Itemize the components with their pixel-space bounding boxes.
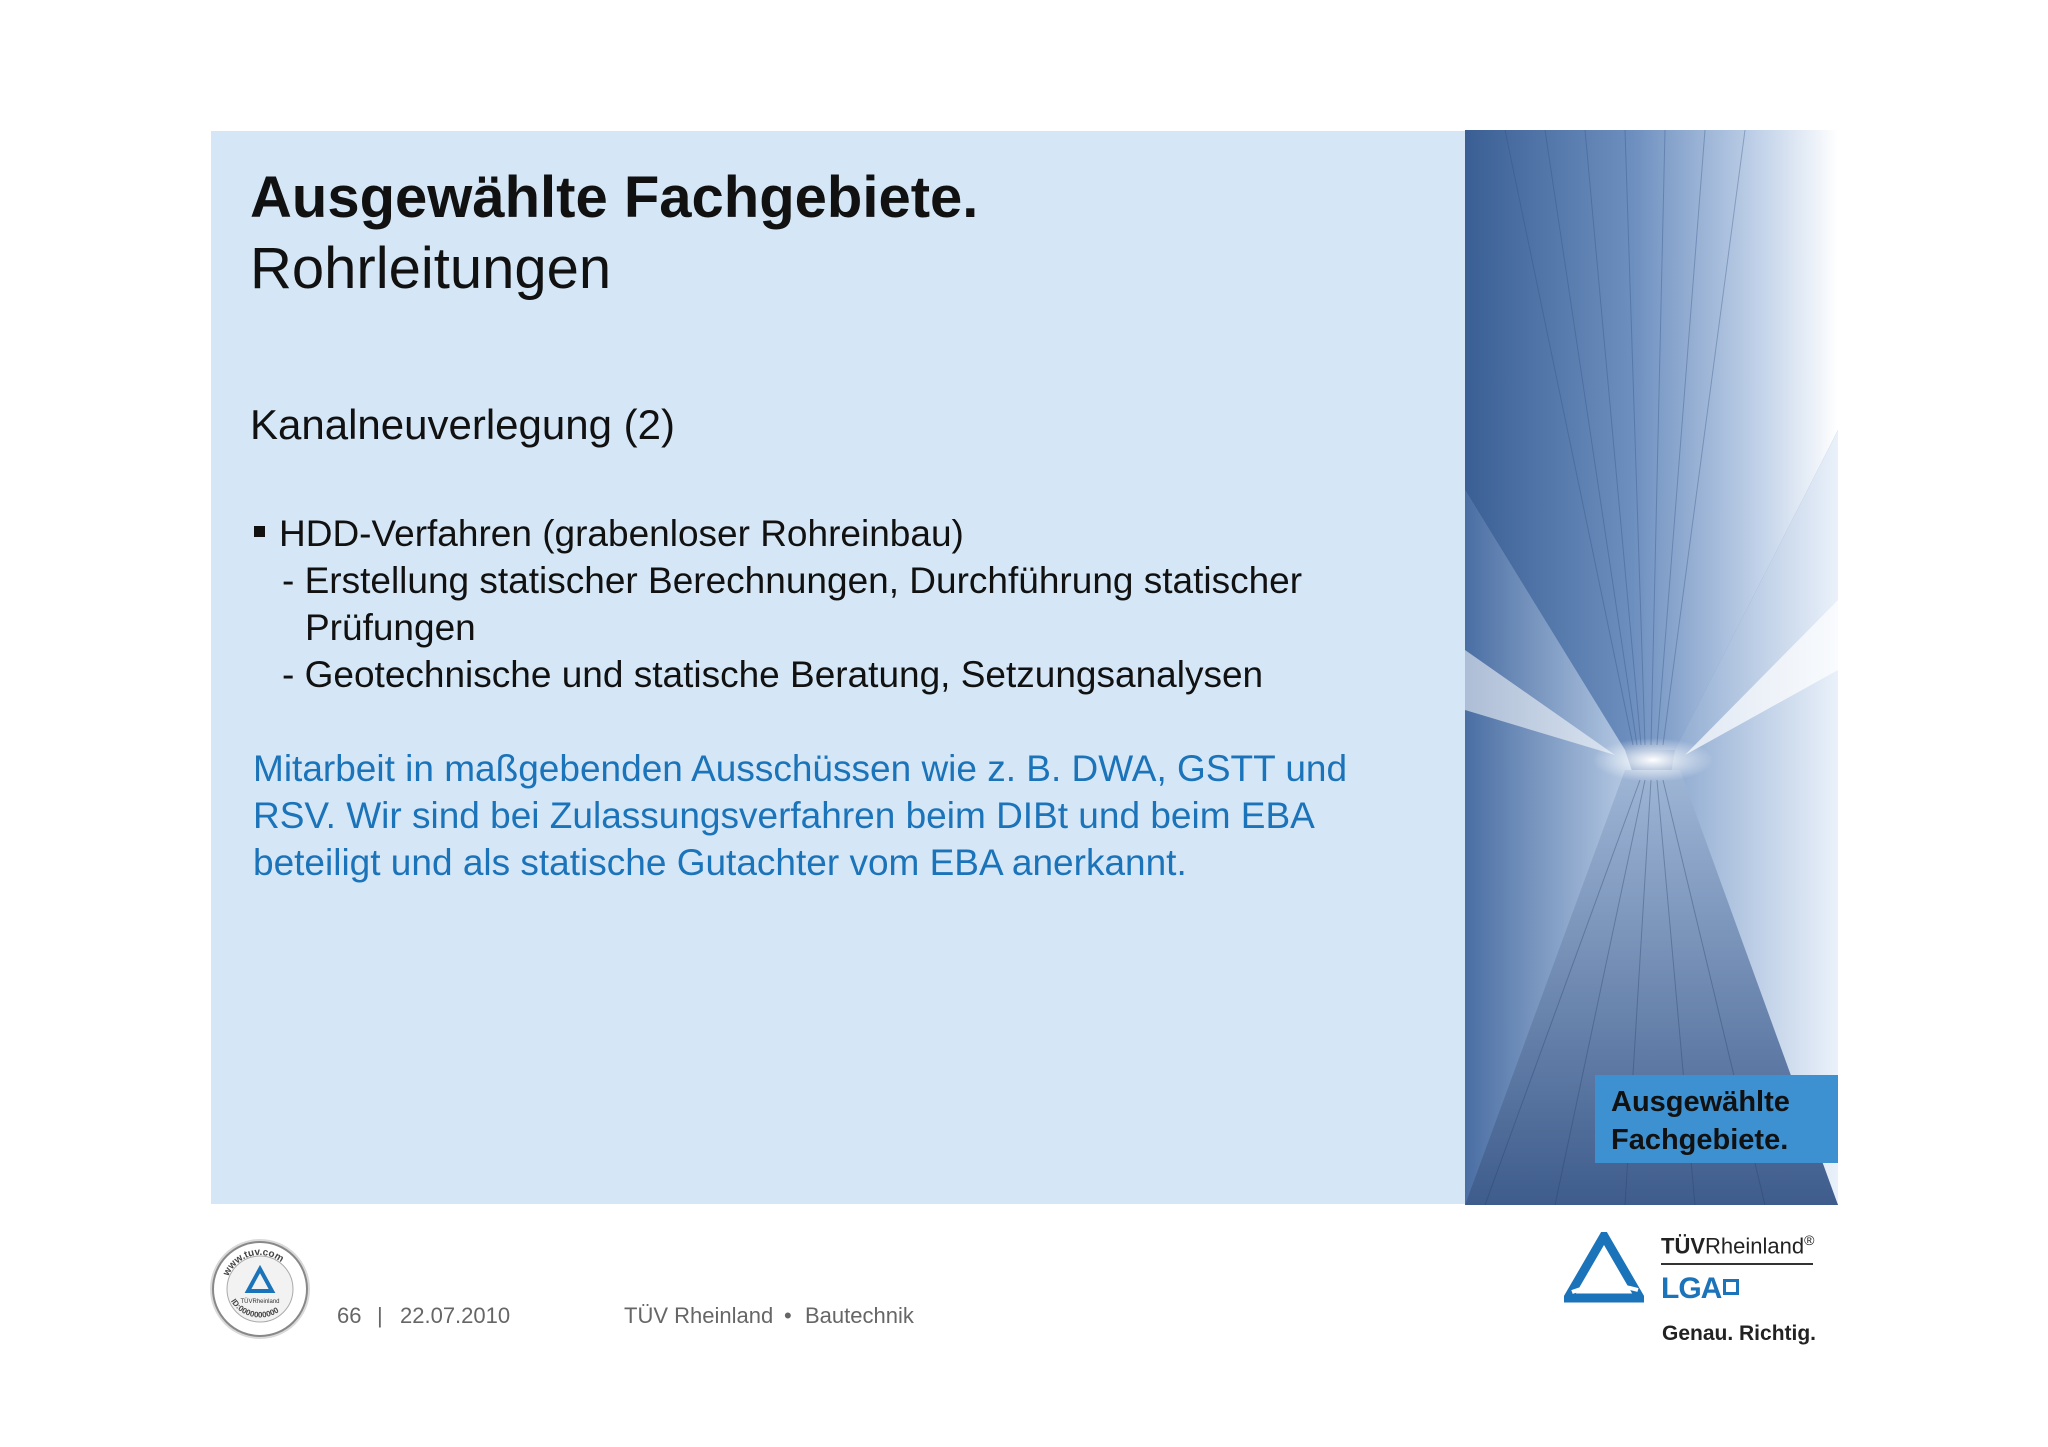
seal-brand-text: TÜVRheinland: [240, 1299, 280, 1305]
logo-name-prefix: TÜV: [1661, 1233, 1705, 1259]
slide-subtitle: Rohrleitungen: [250, 236, 612, 301]
photo-caption-box: [1595, 1075, 1838, 1163]
highlight-line: beteiligt und als statische Gutachter vom EBA anerkannt.: [253, 842, 1187, 883]
bullet-list: [254, 510, 1302, 698]
highlight-line: Mitarbeit in maßgebenden Ausschüssen wie z. B. DWA, GSTT und: [253, 748, 1348, 789]
photo-caption-line: Ausgewählte: [1611, 1086, 1790, 1118]
lga-square-icon: [1723, 1279, 1739, 1295]
list-item: [254, 510, 1302, 557]
footer-department: Bautechnik: [805, 1303, 914, 1328]
logo-registered: ®: [1804, 1232, 1815, 1248]
slide-title: Ausgewählte Fachgebiete.: [250, 165, 979, 230]
seal-id-text: ID:0000000000: [229, 1297, 281, 1320]
footer-separator: |: [377, 1303, 383, 1328]
seal-url-text: www.tuv.com: [221, 1246, 286, 1278]
tunnel-photo: [1465, 130, 1838, 1205]
logo-lga-text: LGA: [1661, 1272, 1722, 1305]
section-heading: Kanalneuverlegung (2): [250, 401, 675, 448]
highlight-line: RSV. Wir sind bei Zulassungsverfahren beim DIBt und beim EBA: [253, 795, 1315, 836]
logo-claim: Genau. Richtig.: [1662, 1322, 1817, 1345]
footer-page-number: 66: [337, 1303, 362, 1328]
sub-item: - Geotechnische und statische Beratung, Setzungsanalysen: [282, 654, 1264, 695]
logo-lga: [1661, 1272, 1739, 1306]
tuv-triangle-logo: [1564, 1232, 1644, 1304]
logo-name-suffix: Rheinland: [1705, 1233, 1805, 1259]
square-bullet-icon: [254, 526, 265, 537]
tunnel-illustration: [1465, 130, 1838, 1205]
footer-date: 22.07.2010: [400, 1303, 511, 1328]
photo-caption-line: Fachgebiete.: [1611, 1124, 1789, 1156]
logo-divider: [1661, 1263, 1813, 1265]
footer-company: TÜV Rheinland: [624, 1303, 774, 1328]
logo-wordmark: [1661, 1232, 1814, 1259]
bullet-text: HDD-Verfahren (grabenloser Rohreinbau): [279, 513, 964, 554]
tuv-certification-seal: [208, 1237, 312, 1341]
sub-item-continuation: Prüfungen: [305, 607, 476, 648]
highlight-paragraph: [253, 745, 1433, 886]
sub-item: - Erstellung statischer Berechnungen, Durchführung statischer: [282, 560, 1303, 601]
footer-dot: •: [784, 1303, 792, 1328]
